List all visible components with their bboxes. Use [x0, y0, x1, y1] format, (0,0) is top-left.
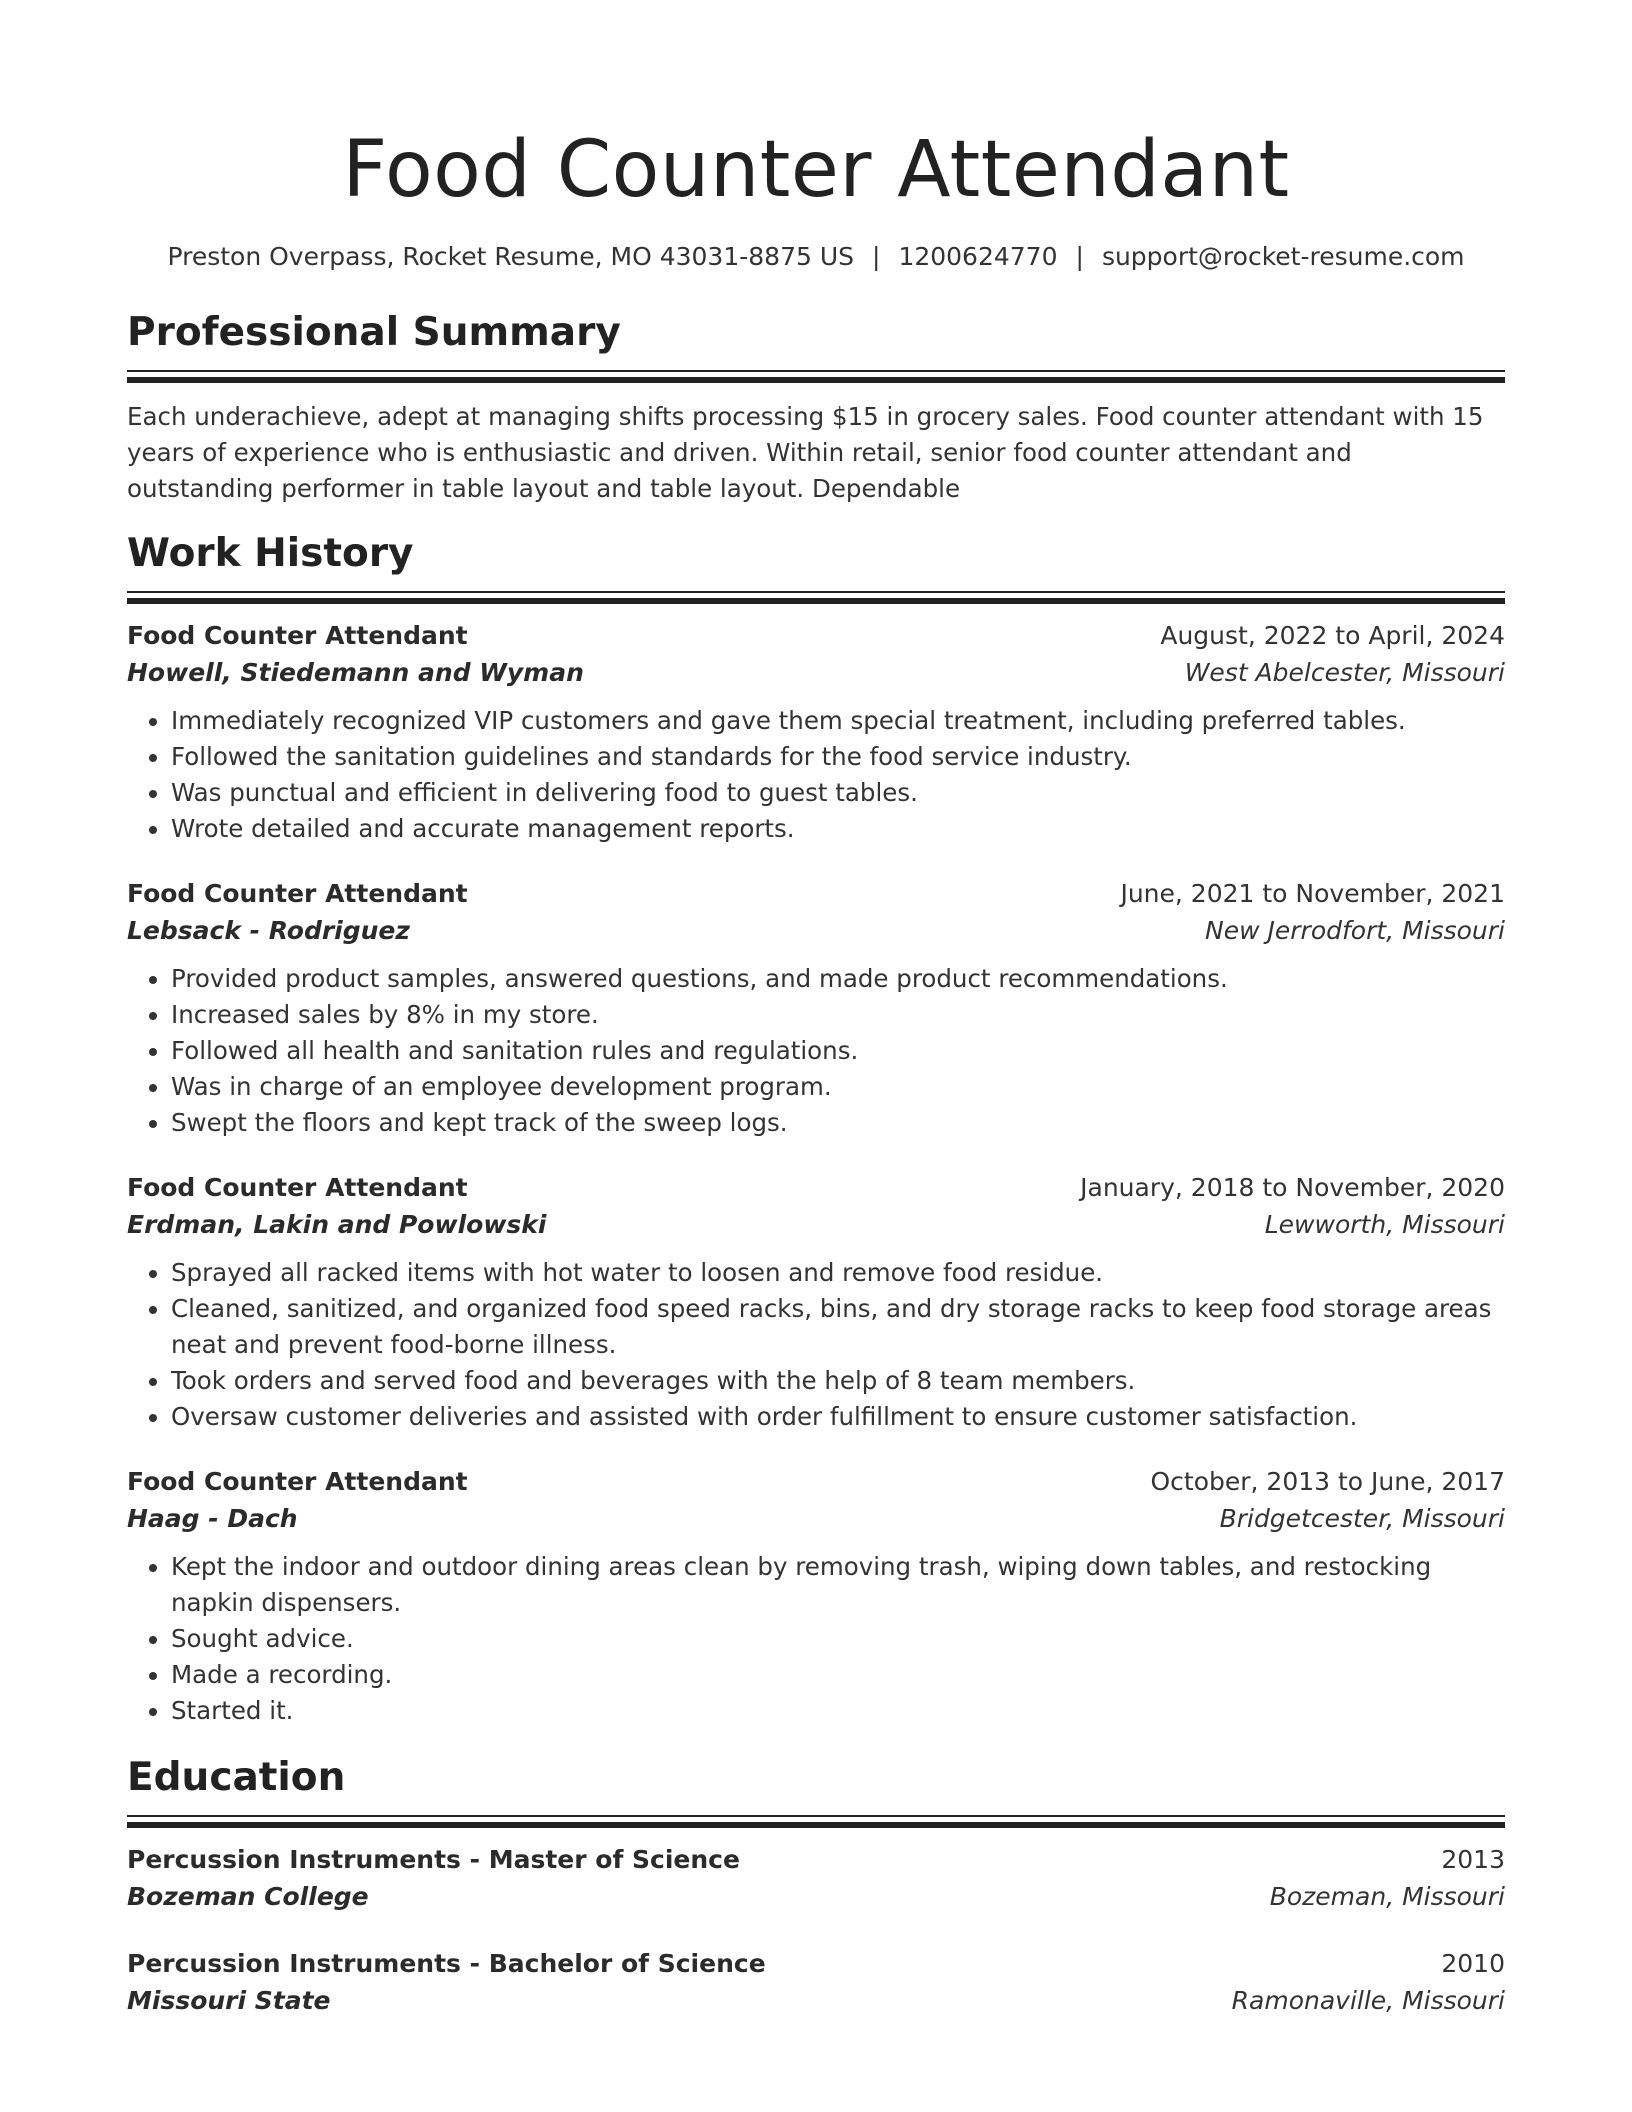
job-location: New Jerrodfort, Missouri	[1205, 916, 1505, 945]
list-item: • Kept the indoor and outdoor dining areas clean by removing trash, wiping down tables, and restocking napkin dispensers.	[171, 1549, 1505, 1621]
job-dates: June, 2021 to November, 2021	[1120, 879, 1505, 908]
job-dates: January, 2018 to November, 2020	[1080, 1173, 1505, 1202]
job-title: Food Counter Attendant	[127, 879, 468, 908]
section-divider	[127, 370, 1505, 383]
summary-section	[127, 308, 1505, 507]
job-title: Food Counter Attendant	[127, 621, 468, 650]
work-history-section	[127, 529, 1505, 1729]
list-item: • Was punctual and efficient in delivering food to guest tables.	[171, 775, 1505, 811]
list-item: • Took orders and served food and beverages with the help of 8 team members.	[171, 1363, 1505, 1399]
list-item: • Was in charge of an employee development program.	[171, 1069, 1505, 1105]
education-location: Bozeman, Missouri	[1269, 1882, 1505, 1911]
job-title: Food Counter Attendant	[127, 1173, 468, 1202]
list-item: • Swept the floors and kept track of the sweep logs.	[171, 1105, 1505, 1141]
education-entry	[127, 1842, 1505, 1916]
list-item: • Made a recording.	[171, 1657, 1505, 1693]
job-bullets	[127, 961, 1505, 1141]
job-entry	[127, 1464, 1505, 1729]
job-entry	[127, 1170, 1505, 1435]
education-section	[127, 1753, 1505, 2020]
summary-text: Each underachieve, adept at managing shifts processing $15 in grocery sales. Food counter attendant with 15 years of experience who is enthusiastic and driven. Within retail, senior food counter attendant and outstanding performer in table layout and table layout. Dependable	[127, 402, 1484, 503]
list-item: • Sprayed all racked items with hot water to loosen and remove food residue.	[171, 1255, 1505, 1291]
section-divider	[127, 1815, 1505, 1828]
job-location: Lewworth, Missouri	[1264, 1210, 1505, 1239]
job-bullets	[127, 703, 1505, 847]
education-school: Missouri State	[127, 1986, 331, 2015]
list-item: • Sought advice.	[171, 1621, 1505, 1657]
section-title-work-history: Work History	[127, 531, 414, 576]
job-dates: August, 2022 to April, 2024	[1160, 621, 1505, 650]
list-item: • Increased sales by 8% in my store.	[171, 997, 1505, 1033]
list-item: • Started it.	[171, 1693, 1505, 1729]
education-degree: Percussion Instruments - Master of Science	[127, 1845, 740, 1874]
list-item: • Cleaned, sanitized, and organized food speed racks, bins, and dry storage racks to keep food storage areas neat and prevent food-borne illness.	[171, 1291, 1505, 1363]
job-bullets	[127, 1549, 1505, 1729]
job-dates: October, 2013 to June, 2017	[1150, 1467, 1505, 1496]
education-degree: Percussion Instruments - Bachelor of Science	[127, 1949, 766, 1978]
contact-address: Preston Overpass, Rocket Resume, MO 43031-8875 US	[167, 242, 854, 271]
list-item: • Wrote detailed and accurate management reports.	[171, 811, 1505, 847]
list-item: • Oversaw customer deliveries and assisted with order fulfillment to ensure customer satisfaction.	[171, 1399, 1505, 1435]
job-company: Erdman, Lakin and Powlowski	[127, 1210, 547, 1239]
job-entry	[127, 618, 1505, 847]
section-title-education: Education	[127, 1755, 346, 1800]
job-entry	[127, 876, 1505, 1141]
list-item: • Followed the sanitation guidelines and standards for the food service industry.	[171, 739, 1505, 775]
contact-separator: |	[872, 242, 881, 271]
contact-separator: |	[1075, 242, 1084, 271]
job-company: Lebsack - Rodriguez	[127, 916, 410, 945]
contact-email: support@rocket-resume.com	[1101, 242, 1465, 271]
list-item: • Immediately recognized VIP customers and gave them special treatment, including preferred tables.	[171, 703, 1505, 739]
job-bullets	[127, 1255, 1505, 1435]
list-item: • Provided product samples, answered questions, and made product recommendations.	[171, 961, 1505, 997]
education-entry	[127, 1946, 1505, 2020]
job-location: West Abelcester, Missouri	[1184, 658, 1505, 687]
job-company: Haag - Dach	[127, 1504, 298, 1533]
education-year: 2013	[1441, 1845, 1505, 1874]
contact-line	[127, 240, 1505, 274]
job-company: Howell, Stiedemann and Wyman	[127, 658, 584, 687]
contact-phone: 1200624770	[898, 242, 1058, 271]
education-school: Bozeman College	[127, 1882, 369, 1911]
job-location: Bridgetcester, Missouri	[1219, 1504, 1505, 1533]
resume-name: Food Counter Attendant	[342, 125, 1290, 215]
section-title-summary: Professional Summary	[127, 310, 621, 355]
job-title: Food Counter Attendant	[127, 1467, 468, 1496]
education-location: Ramonaville, Missouri	[1231, 1986, 1505, 2015]
education-year: 2010	[1441, 1949, 1505, 1978]
section-divider	[127, 591, 1505, 604]
list-item: • Followed all health and sanitation rules and regulations.	[171, 1033, 1505, 1069]
